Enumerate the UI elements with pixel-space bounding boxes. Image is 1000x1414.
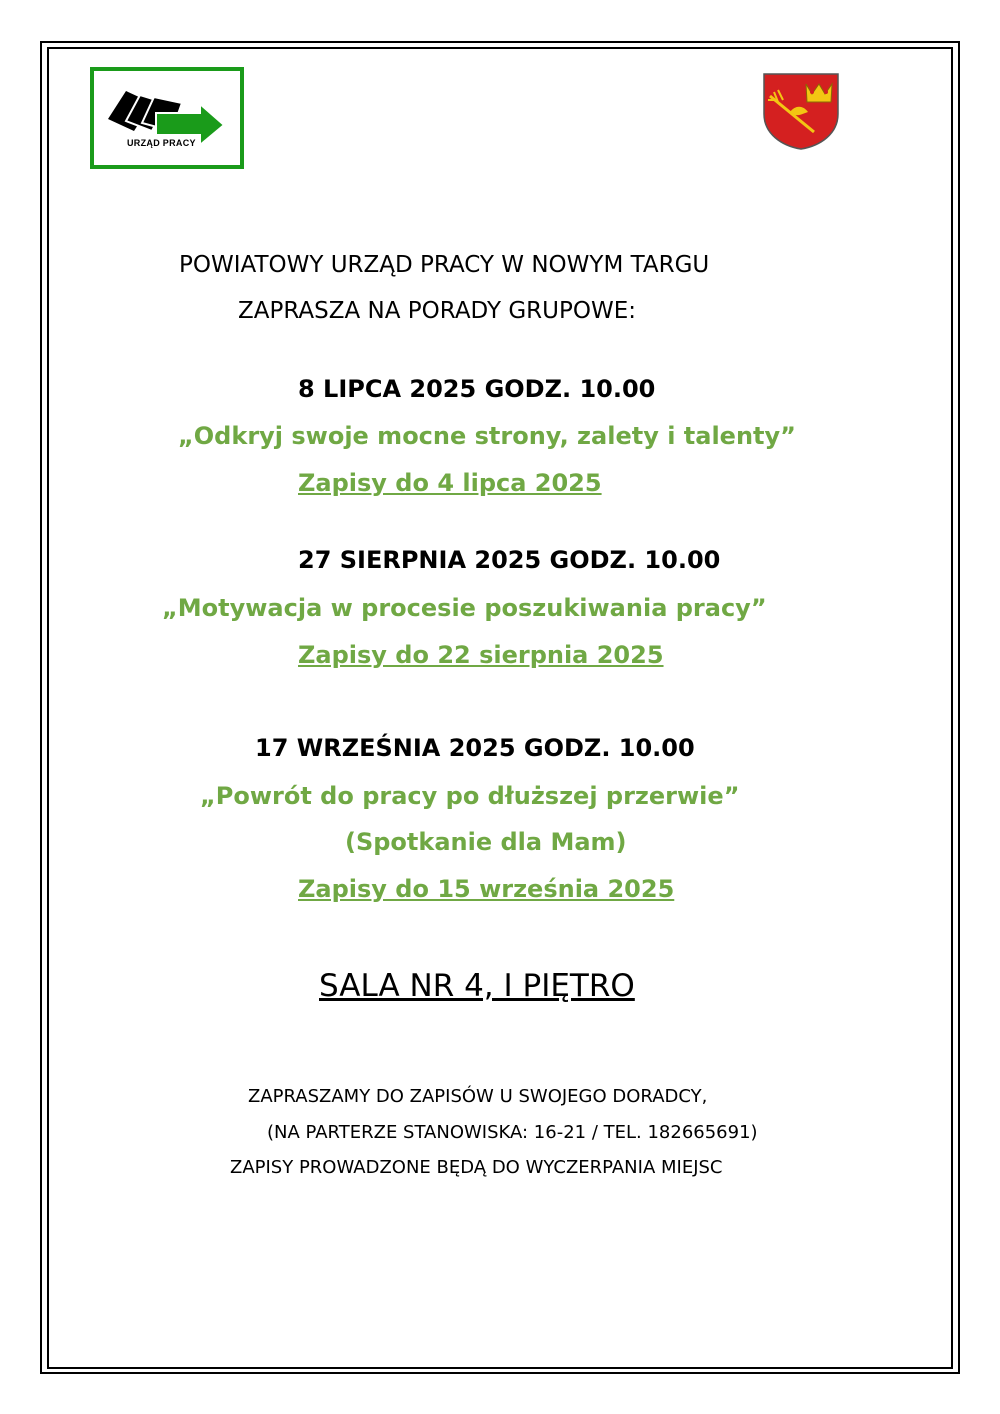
- urzad-pracy-logo: [90, 67, 244, 169]
- event-1-title: „Odkryj swoje mocne strony, zalety i talenty”: [178, 422, 796, 450]
- coat-of-arms-icon: [762, 72, 840, 150]
- event-3-date: 17 WRZEŚNIA 2025 GODZ. 10.00: [255, 734, 695, 762]
- event-3-title: „Powrót do pracy po dłuższej przerwie”: [200, 782, 740, 810]
- event-3-subtitle: (Spotkanie dla Mam): [345, 828, 627, 856]
- logo-label: URZĄD PRACY: [127, 138, 196, 148]
- footer-line-2: (NA PARTERZE STANOWISKA: 16-21 / TEL. 182665691): [267, 1122, 758, 1143]
- footer-line-1: ZAPRASZAMY DO ZAPISÓW U SWOJEGO DORADCY,: [248, 1086, 708, 1107]
- header-line-1: POWIATOWY URZĄD PRACY W NOWYM TARGU: [179, 252, 710, 278]
- footer-line-3: ZAPISY PROWADZONE BĘDĄ DO WYCZERPANIA MIEJSC: [230, 1157, 723, 1178]
- room-info: SALA NR 4, I PIĘTRO: [319, 968, 635, 1004]
- event-1-signup: Zapisy do 4 lipca 2025: [298, 469, 602, 497]
- event-3-signup: Zapisy do 15 września 2025: [298, 875, 675, 903]
- event-2-date: 27 SIERPNIA 2025 GODZ. 10.00: [298, 546, 721, 574]
- event-1-date: 8 LIPCA 2025 GODZ. 10.00: [298, 375, 656, 403]
- logo-cards-arrow-icon: [94, 71, 240, 165]
- event-2-title: „Motywacja w procesie poszukiwania pracy”: [162, 594, 767, 622]
- header-line-2: ZAPRASZA NA PORADY GRUPOWE:: [238, 298, 636, 324]
- event-2-signup: Zapisy do 22 sierpnia 2025: [298, 641, 664, 669]
